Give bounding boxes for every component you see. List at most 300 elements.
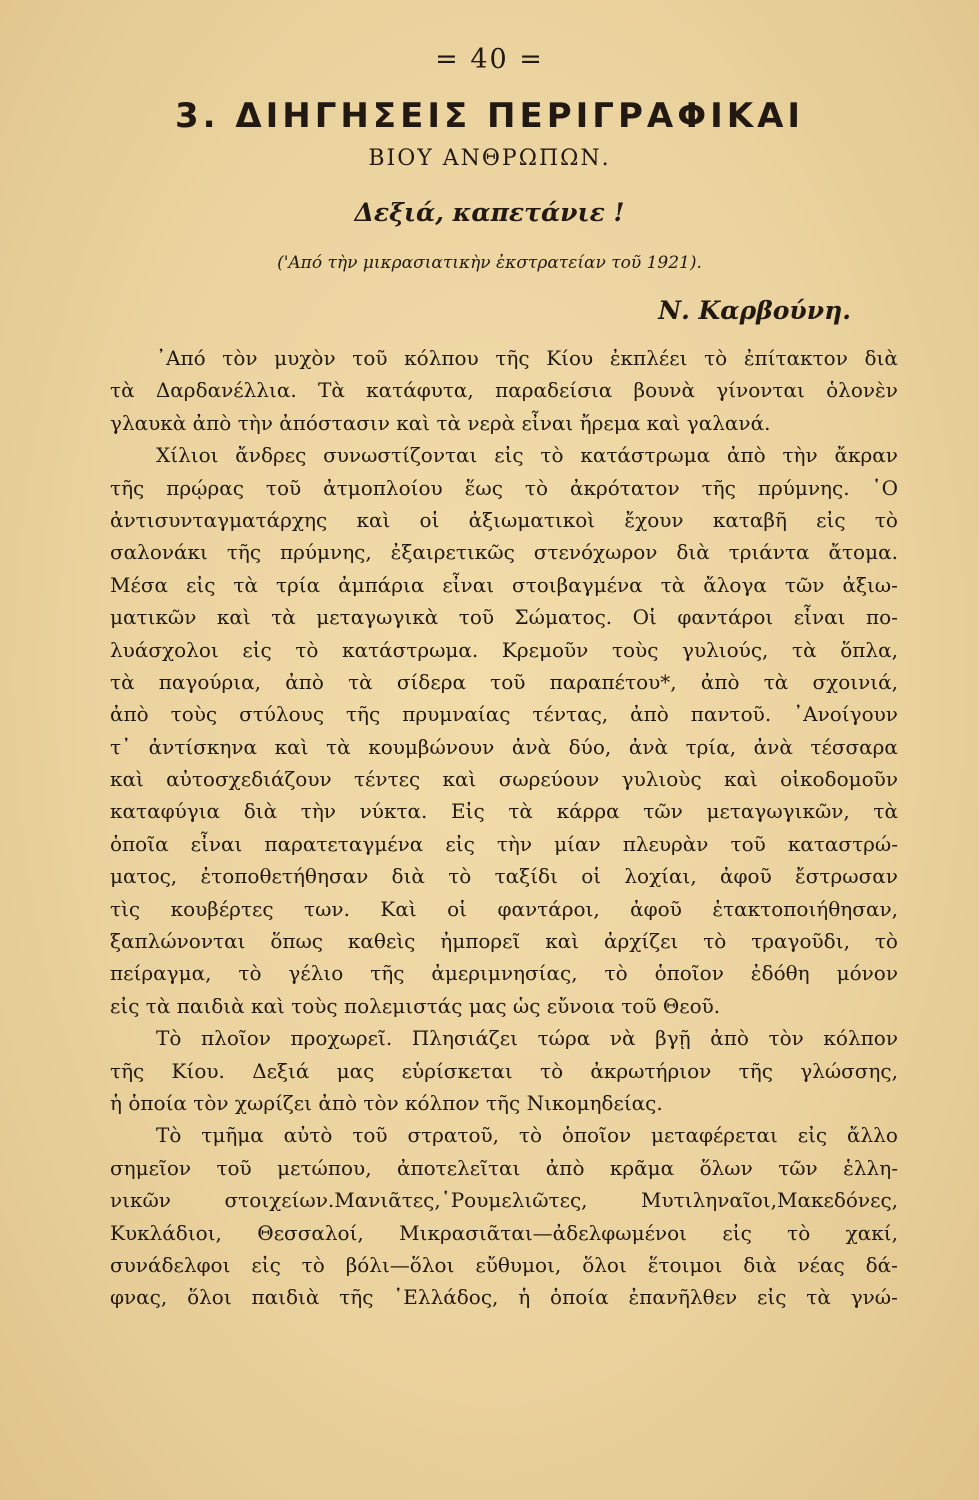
word: παγούρια,: [158, 669, 262, 694]
word: παντοῦ.: [690, 702, 772, 727]
word: τὰ: [508, 799, 533, 824]
word: παιδιὰ: [251, 1285, 320, 1310]
word: νὰ: [609, 1026, 636, 1051]
word: τὴν: [782, 443, 818, 468]
word: Κίου.: [171, 1058, 225, 1083]
word: πρύμνης,: [279, 540, 372, 565]
word: ὡς: [512, 993, 547, 1018]
word: ὅλοι: [187, 1285, 232, 1310]
word: ὅπως: [270, 929, 324, 954]
word: κατάστρωμα.: [342, 637, 479, 662]
word: ταξίδι: [494, 864, 558, 889]
word: ἀνὰ: [753, 734, 793, 759]
word: Μικρασιᾶται—ἀδελφωμένοι: [399, 1220, 687, 1245]
word: τὸν: [363, 1090, 406, 1115]
word: τὸν: [768, 1026, 804, 1051]
word: εἰς: [494, 443, 524, 468]
word: τὰ: [873, 799, 898, 824]
text-line: [110, 1184, 898, 1216]
word: γέλιο: [288, 961, 344, 986]
word: συνάδελφοι: [110, 1252, 231, 1277]
text-line: [110, 1152, 898, 1184]
word: εἰς: [757, 1285, 787, 1310]
word: κρᾶμα: [609, 1155, 675, 1180]
body-text: [110, 342, 898, 1314]
word: πλοῖον: [201, 1026, 271, 1051]
word: σημεῖον: [110, 1155, 192, 1180]
word: λοχίαι,: [624, 864, 697, 889]
word: τὰ: [660, 572, 686, 597]
story-source: ('Από τὴν μικρασιατικὴν ἐκστρατείαν τοῦ 1921).: [277, 253, 702, 273]
word: εὔνοια: [546, 993, 622, 1018]
word: ἄλογα: [703, 572, 767, 597]
text-line: [110, 893, 898, 925]
word: τὸ: [524, 475, 548, 500]
text-line: [110, 925, 898, 957]
word: παιδιὰ: [176, 993, 251, 1018]
word: στρατοῦ,: [407, 1123, 500, 1148]
word: σωρεύουν: [498, 767, 600, 792]
word: οἰκοδομοῦν: [780, 767, 898, 792]
page-number: = 40 =: [435, 44, 544, 75]
word: τῶν: [778, 1155, 818, 1180]
text-line: [110, 634, 898, 666]
word: ἀντίσκηνα: [148, 734, 258, 759]
word: των.: [304, 896, 350, 921]
word: βγῇ: [655, 1026, 691, 1051]
word: ὅλων: [699, 1155, 753, 1180]
word: ὁποία: [550, 1285, 609, 1310]
word: Καὶ: [380, 896, 417, 921]
word: τῆς: [370, 961, 405, 986]
word: τοὺς: [170, 702, 218, 727]
word: καταβῆ: [712, 507, 787, 532]
word: τὸ: [874, 929, 898, 954]
word: κόλπου: [404, 346, 479, 370]
word: τὰ: [792, 637, 817, 662]
word: ὁποία: [128, 1090, 194, 1115]
word: δά-: [865, 1252, 898, 1277]
word: τὰ: [271, 605, 296, 630]
word: τέντες: [353, 767, 421, 792]
word: ἀπὸ: [700, 669, 740, 694]
word: τῆς: [345, 702, 381, 727]
word: τρία: [275, 572, 321, 597]
word: χωρίζει: [234, 1090, 319, 1115]
word: ὁποῖον: [561, 1123, 632, 1148]
word: στενόχωρον: [533, 540, 658, 565]
word: τὸ: [448, 864, 472, 889]
word: εἶναι: [521, 410, 580, 435]
word: πο-: [865, 605, 898, 630]
word: νικῶν: [110, 1188, 171, 1213]
word: τοῦ: [216, 1155, 252, 1180]
text-line: [110, 1281, 898, 1313]
word: τὰ: [326, 734, 351, 759]
word: τὸ: [540, 1058, 564, 1083]
text-line: [110, 957, 898, 989]
word: κουβέρτες: [170, 896, 274, 921]
word: τ᾿: [110, 734, 132, 759]
word: τριάντα: [728, 540, 810, 565]
word: ἐξαιρετικῶς: [390, 540, 515, 565]
word: Μέσα: [110, 572, 168, 597]
word: ἤρεμα: [579, 410, 647, 435]
word: οἱ: [419, 507, 440, 532]
word: διὰ: [743, 1252, 777, 1277]
word: ἀμεριμνησίας,: [431, 961, 578, 986]
word: καὶ: [274, 734, 309, 759]
word: φαντάροι,: [497, 896, 600, 921]
word: βόλι—ὅλοι: [345, 1252, 455, 1277]
word: ᾿Από: [156, 346, 206, 370]
author-name: Ν. Καρβούνη.: [658, 296, 851, 325]
text-line: [110, 439, 898, 471]
word: τώρα: [537, 1026, 591, 1051]
word: τοῦ: [490, 669, 526, 694]
word: Δαρδανέλλια.: [155, 378, 297, 403]
word: διὰ: [391, 864, 425, 889]
word: τέσσαρα: [810, 734, 898, 759]
word: γυλιοὺς: [621, 767, 702, 792]
word: τὴν: [237, 410, 280, 435]
text-line: [110, 666, 898, 698]
word: τὴν: [496, 831, 533, 856]
word: ἑλλη-: [843, 1155, 898, 1180]
word: ἔχουν: [624, 507, 684, 532]
word: ἀπὸ: [285, 669, 324, 694]
word: μόνον: [836, 961, 898, 986]
text-line: [110, 698, 898, 730]
word: στοιβαγμένα: [512, 572, 643, 597]
text-line: [110, 601, 898, 633]
word: τὰ: [110, 378, 135, 403]
word: Νικομηδείας.: [526, 1090, 663, 1115]
word: τὸ: [604, 961, 628, 986]
word: καὶ: [646, 410, 687, 435]
word: τοῦ: [621, 993, 663, 1018]
word: κατάφυτα,: [366, 378, 474, 403]
word: τὸ: [238, 961, 262, 986]
word: τὸ: [703, 929, 727, 954]
word: Τὰ: [317, 378, 345, 403]
word: τὰ: [436, 410, 468, 435]
word: ἀφοῦ: [630, 896, 682, 921]
text-line: [110, 1022, 898, 1054]
word: τῆς: [339, 1285, 374, 1310]
text-line: [110, 763, 898, 795]
word: στύλους: [239, 702, 325, 727]
word: συνωστίζονται: [323, 443, 478, 468]
word: εἰς: [251, 1252, 281, 1277]
word: μεταγωγικῶν,: [706, 799, 850, 824]
word: ἀπὸ: [545, 1155, 585, 1180]
word: πρυμναίας: [402, 702, 511, 727]
section-subtitle: ΒΙΟΥ ΑΝΘΡΩΠΩΝ.: [368, 146, 611, 171]
word: τῶν: [784, 572, 825, 597]
word: τὸ: [540, 443, 564, 468]
word: τοῦ: [265, 475, 302, 500]
word: πολεμιστάς: [344, 993, 469, 1018]
word: τῆς: [701, 475, 736, 500]
word: μετώπου,: [277, 1155, 372, 1180]
word: τμῆμα: [201, 1123, 264, 1148]
word: ἀπὸ: [110, 702, 149, 727]
text-line: [110, 569, 898, 601]
word: διὰ: [864, 346, 898, 370]
word: διὰ: [676, 540, 710, 565]
text-line: [110, 731, 898, 763]
word: τοῦ: [730, 831, 766, 856]
text-line: [110, 1055, 898, 1087]
text-line: [110, 795, 898, 827]
word: Τὸ: [156, 1123, 182, 1148]
word: ἀπὸ: [726, 443, 766, 468]
word: κατάστρωμα: [580, 443, 711, 468]
text-line: [110, 472, 898, 504]
word: κάρρα: [556, 799, 620, 824]
story-title: Δεξιά, καπετάνιε !: [354, 198, 625, 227]
word: μας: [468, 993, 513, 1018]
word: τοῦ: [352, 1123, 388, 1148]
word: τῆς: [110, 1058, 145, 1083]
word: ἀτμοπλοίου: [323, 475, 443, 500]
word: ἐκπλέει: [609, 346, 688, 370]
word: αὐτοσχεδιάζουν: [166, 767, 332, 792]
text-line: [110, 1249, 898, 1281]
word: νύκτα.: [359, 799, 428, 824]
word: ἀποτελεῖται: [396, 1155, 521, 1180]
word: εὑρίσκεται: [401, 1058, 513, 1083]
word: ἀπὸ: [630, 702, 669, 727]
word: εἶναι: [442, 572, 495, 597]
word: ἀκρότατον: [569, 475, 680, 500]
word: ὁποῖα: [110, 831, 169, 856]
word: καθεὶς: [347, 929, 416, 954]
word: γλαυκὰ: [110, 410, 193, 435]
word: ἡ: [110, 1090, 129, 1115]
word: Πλησιάζει: [411, 1026, 518, 1051]
word: εὔθυμοι,: [475, 1252, 562, 1277]
word: νερὰ: [467, 410, 522, 435]
word: Θεοῦ.: [662, 993, 721, 1018]
word: δύο,: [568, 734, 612, 759]
word: ὅπλα,: [840, 637, 898, 662]
word: γίνονται: [716, 378, 805, 403]
word: μίαν: [554, 831, 601, 856]
word: ἀνὰ: [628, 734, 668, 759]
text-line: [110, 1119, 898, 1151]
word: καὶ: [356, 507, 391, 532]
word: ἀξιω-: [842, 572, 898, 597]
word: ἀνὰ: [511, 734, 552, 759]
word: μας: [336, 1058, 375, 1083]
word: Κυκλάδιοι,: [110, 1220, 222, 1245]
word: τὰ: [110, 669, 135, 694]
word: οἱ: [581, 864, 602, 889]
word: τοὺς: [611, 637, 659, 662]
word: τὰ: [145, 993, 177, 1018]
word: Χίλιοι: [156, 443, 219, 468]
word: τῆς: [495, 346, 530, 370]
word: ἄνδρες: [235, 443, 307, 468]
word: Εἰς: [451, 799, 485, 824]
text-line: [110, 374, 898, 406]
word: καὶ: [216, 605, 251, 630]
word: τὸ: [787, 1220, 811, 1245]
word: ᾿Ανοίγουν: [793, 702, 898, 727]
word: καὶ: [723, 767, 758, 792]
word: εἶναι: [190, 831, 243, 856]
word: ἐπανῆλθεν: [628, 1285, 738, 1310]
word: τὴν: [300, 799, 336, 824]
word: γλώσσης,: [800, 1058, 898, 1083]
word: γαλανά.: [686, 410, 771, 435]
word: Κίου: [546, 346, 594, 370]
word: τὸ: [295, 637, 319, 662]
word: ματικῶν: [110, 605, 197, 630]
word: ἄλλο: [846, 1123, 898, 1148]
word: τὰ: [763, 669, 789, 694]
section-title: 3. ΔΙΗΓΗΣΕΙΣ ΠΕΡΙΓΡΑΦΙΚΑΙ: [174, 96, 805, 136]
word: γυλιούς,: [682, 637, 769, 662]
word: εἶναι: [793, 605, 846, 630]
word: πρύμνης.: [757, 475, 850, 500]
word: στοιχείων.Μανιᾶτες,῾Ρουμελιῶτες,: [224, 1188, 588, 1213]
word: ἕτοιμοι: [647, 1252, 723, 1277]
word: βουνὰ: [633, 378, 695, 403]
word: ἀκρωτήριον: [590, 1058, 712, 1083]
word: ὅλοι: [582, 1252, 627, 1277]
word: χακί,: [845, 1220, 898, 1245]
text-line: [110, 860, 898, 892]
word: τῆς: [738, 1058, 773, 1083]
word: ἀπὸ: [710, 1026, 749, 1051]
word: μεταφέρεται: [651, 1123, 778, 1148]
word: εἰς: [185, 572, 216, 597]
text-line: [110, 536, 898, 568]
word: προχωρεῖ.: [290, 1026, 393, 1051]
word: καὶ: [442, 767, 477, 792]
word: παρατεταγμένα: [264, 831, 424, 856]
word: ὁποῖον: [654, 961, 724, 986]
word: τὰ: [806, 1285, 831, 1310]
word: καὶ: [250, 993, 292, 1018]
word: ἄτομα.: [828, 540, 898, 565]
word: παραδείσια: [495, 378, 613, 403]
text-line: [110, 504, 898, 536]
word: ῾Ο: [871, 475, 898, 500]
word: κόλπον: [405, 1090, 486, 1115]
text-line: [110, 1087, 898, 1119]
word: κόλπον: [823, 1026, 898, 1051]
word: ἀπὸ: [192, 410, 238, 435]
word: σαλονάκι: [110, 540, 208, 565]
word: κουμβώνουν: [368, 734, 495, 759]
word: τὸν: [193, 1090, 235, 1115]
word: φνας,: [110, 1285, 168, 1310]
word: ἔστρωσαν: [795, 864, 898, 889]
word: οἱ: [447, 896, 468, 921]
word: καὶ: [545, 929, 580, 954]
word: τέντας,: [532, 702, 609, 727]
word: καταφύγια: [110, 799, 221, 824]
text-line: [110, 407, 898, 439]
word: μεταγωγικὰ: [316, 605, 439, 630]
word: Κρεμοῦν: [501, 637, 589, 662]
word: τὸν: [222, 346, 258, 370]
word: ἀπὸ: [318, 1090, 364, 1115]
word: νέας: [797, 1252, 845, 1277]
word: τῆς: [485, 1090, 527, 1115]
word: εἰς: [722, 1220, 752, 1245]
word: ἀμπάρια: [338, 572, 425, 597]
text-line: [110, 990, 898, 1022]
word: τοῦ: [458, 605, 495, 630]
word: παραπέτου*,: [549, 669, 677, 694]
word: ῾Ελλάδος,: [393, 1285, 499, 1310]
word: τρία,: [685, 734, 737, 759]
word: μυχὸν: [274, 346, 336, 370]
word: εἰς: [816, 507, 846, 532]
word: τὰ: [233, 572, 258, 597]
word: αὐτὸ: [283, 1123, 333, 1148]
word: πείραγμα,: [110, 961, 212, 986]
word: Τὸ: [156, 1026, 182, 1051]
word: τὸ: [518, 1123, 543, 1148]
word: τὸ: [301, 1252, 325, 1277]
word: Μυτιληναῖοι,Μακεδόνες,: [641, 1188, 898, 1213]
word: καὶ: [396, 410, 437, 435]
word: φαντάροι: [677, 605, 774, 630]
word: ἀπόστασιν: [279, 410, 397, 435]
word: ἕως: [464, 475, 503, 500]
word: ἀρχίζει: [604, 929, 679, 954]
word: ἐπίτακτον: [743, 346, 848, 370]
word: τὸ: [704, 346, 728, 370]
word: εἰς: [445, 831, 475, 856]
word: σχοινιά,: [812, 669, 898, 694]
word: ἐτοποθετήθησαν: [200, 864, 369, 889]
word: ματος,: [110, 864, 178, 889]
word: πρῴρας: [166, 475, 244, 500]
word: εἰς: [242, 637, 272, 662]
word: τῆς: [110, 475, 145, 500]
word: τὸ: [874, 507, 898, 532]
word: τὰ: [348, 669, 373, 694]
word: ξαπλώνονται: [110, 929, 246, 954]
word: καὶ: [110, 767, 144, 792]
word: Σώματος.: [514, 605, 613, 630]
word: σίδερα: [396, 669, 466, 694]
word: ὁλονὲν: [826, 378, 898, 403]
word: εἰς: [110, 993, 146, 1018]
word: ἠμπορεῖ: [440, 929, 521, 954]
text-line: [110, 342, 898, 374]
word: τοὺς: [291, 993, 344, 1018]
word: ἄκραν: [834, 443, 898, 468]
word: καταστρώ-: [787, 831, 898, 856]
word: ἡ: [518, 1285, 531, 1310]
word: εἰς: [797, 1123, 828, 1148]
word: Θεσσαλοί,: [257, 1220, 364, 1245]
word: ἐτακτοποιήθησαν,: [712, 896, 898, 921]
text-line: [110, 1217, 898, 1249]
word: τὶς: [110, 896, 141, 921]
word: λυάσχολοι: [110, 637, 219, 662]
word: ἀντισυνταγματάρχης: [110, 507, 328, 532]
word: διὰ: [243, 799, 278, 824]
